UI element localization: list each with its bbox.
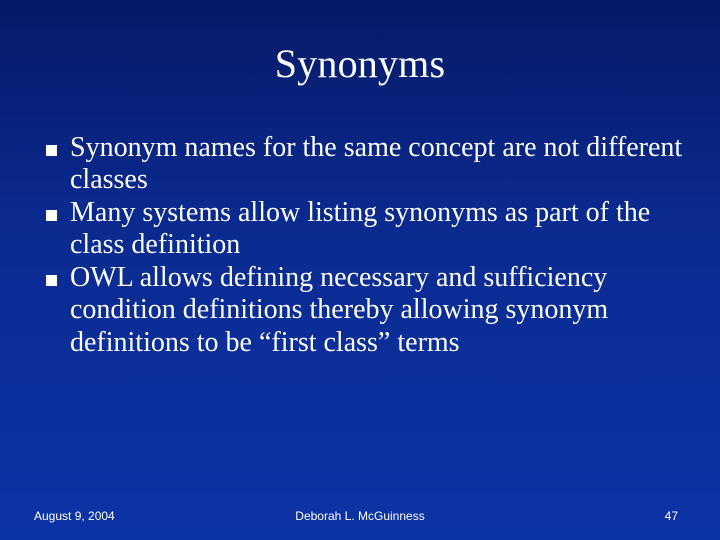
bullet-item xyxy=(46,132,696,197)
bullet-list xyxy=(46,132,696,359)
square-bullet-icon xyxy=(46,210,57,221)
square-bullet-icon xyxy=(46,275,57,286)
square-bullet-icon xyxy=(46,145,57,156)
bullet-item xyxy=(46,197,696,262)
slide-title: Synonyms xyxy=(274,41,446,86)
footer-date: August 9, 2004 xyxy=(34,509,115,523)
footer-page-number: 47 xyxy=(664,509,678,523)
footer-author: Deborah L. McGuinness xyxy=(295,509,425,523)
bullet-text: Synonym names for the same concept are not different classes xyxy=(70,132,683,196)
bullet-text: Many systems allow listing synonyms as part of the class definition xyxy=(70,196,651,261)
bullet-item xyxy=(46,262,696,359)
bullet-text: OWL allows defining necessary and sufficiency condition definitions thereby allowing synonym definitions to be “first class” terms xyxy=(70,261,609,358)
